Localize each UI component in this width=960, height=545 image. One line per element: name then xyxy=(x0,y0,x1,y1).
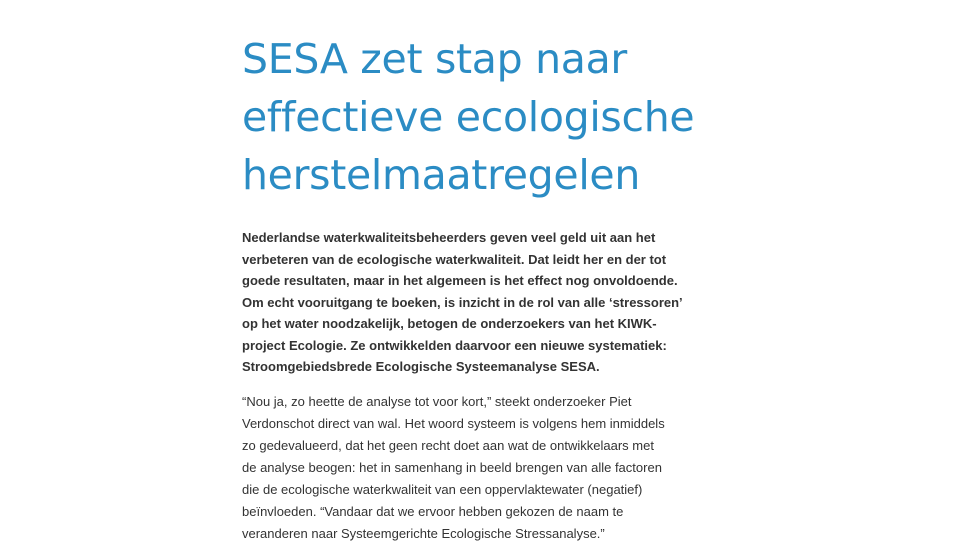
lead-line: goede resultaten, maar in het algemeen is het effect nog onvoldoende. xyxy=(242,273,678,288)
article-title-line: herstelmaatregelen xyxy=(242,151,641,199)
article-lead-paragraph xyxy=(242,227,722,378)
lead-line: verbeteren van de ecologische waterkwaliteit. Dat leidt her en der tot xyxy=(242,251,667,267)
article-title-line: effectieve ecologische xyxy=(242,93,695,141)
lead-line: Stroomgebiedsbrede Ecologische Systeemanalyse SESA. xyxy=(242,359,600,374)
body-line: veranderen naar Systeemgerichte Ecologische Stressanalyse.” xyxy=(242,525,605,541)
article-title xyxy=(242,30,722,204)
lead-line: op het water noodzakelijk, betogen de onderzoekers van het KIWK- xyxy=(242,316,657,331)
body-line: zo gedevalueerd, dat het geen recht doet aan wat de ontwikkelaars met xyxy=(242,437,654,453)
body-line: de analyse beogen: het in samenhang in beeld brengen van alle factoren xyxy=(242,459,662,475)
article-column xyxy=(242,30,722,545)
body-line: beïnvloeden. “Vandaar dat we ervoor hebben gekozen de naam te xyxy=(242,503,624,519)
body-line: Verdonschot direct van wal. Het woord systeem is volgens hem inmiddels xyxy=(242,415,665,431)
article-body-paragraph xyxy=(242,391,722,545)
body-line: die de ecologische waterkwaliteit van een oppervlaktewater (negatief) xyxy=(242,481,643,497)
lead-line: project Ecologie. Ze ontwikkelden daarvoor een nieuwe systematiek: xyxy=(242,337,667,353)
lead-line: Nederlandse waterkwaliteitsbeheerders geven veel geld uit aan het xyxy=(242,230,656,245)
lead-line: Om echt vooruitgang te boeken, is inzicht in de rol van alle ‘stressoren’ xyxy=(242,294,683,310)
article-title-line: SESA zet stap naar xyxy=(242,35,627,83)
body-line: “Nou ja, zo heette de analyse tot voor kort,” steekt onderzoeker Piet xyxy=(242,393,632,409)
